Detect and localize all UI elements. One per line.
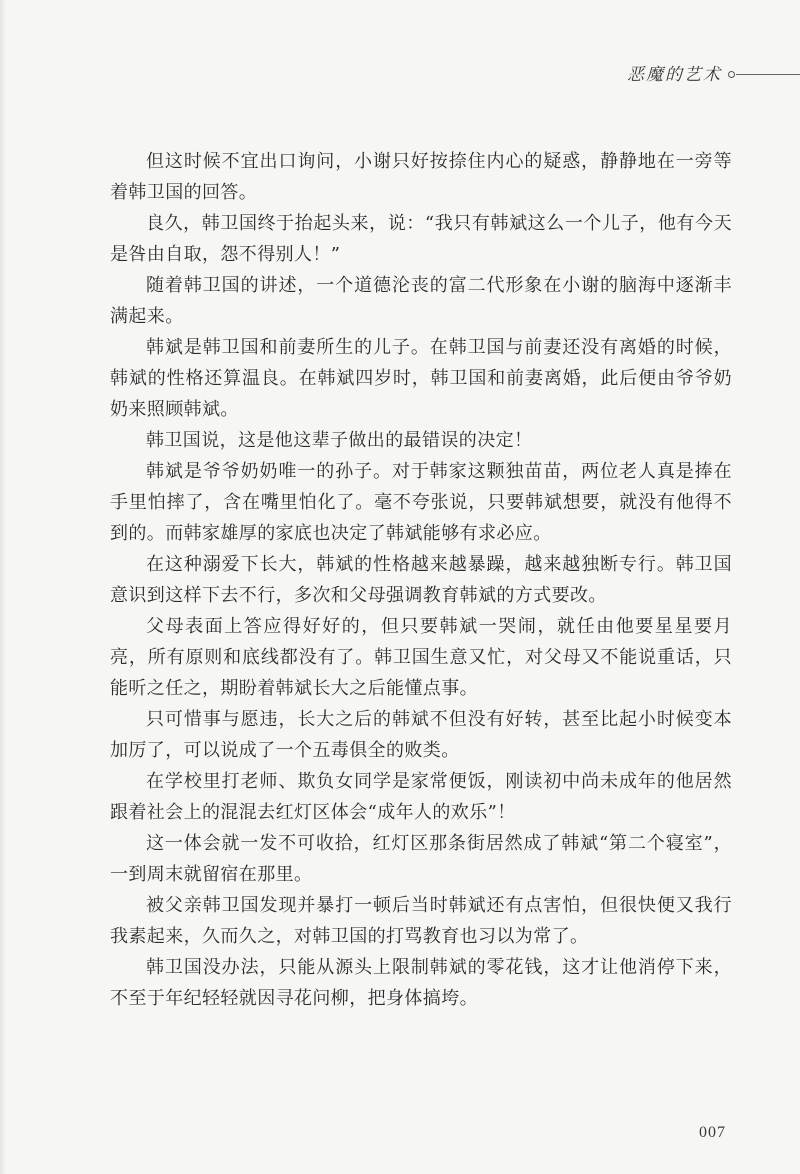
header-ornament-icon bbox=[728, 70, 800, 80]
page-binding-edge bbox=[0, 0, 6, 1174]
body-text bbox=[110, 146, 732, 1014]
ring-icon bbox=[728, 71, 735, 78]
book-title: 恶魔的艺术 bbox=[627, 65, 722, 85]
paragraph: 韩斌是爷爷奶奶唯一的孙子。对于韩家这颗独苗苗，两位老人真是捧在手里怕摔了，含在嘴里怕化了。毫不夸张说，只要韩斌想要，就没有他得不到的。而韩家雄厚的家底也决定了韩斌能够有求必应。 bbox=[110, 461, 732, 544]
paragraph: 父母表面上答应得好好的，但只要韩斌一哭闹，就任由他要星星要月亮，所有原则和底线都没有了。韩卫国生意又忙，对父母又不能说重话，只能听之任之，期盼着韩斌长大之后能懂点事。 bbox=[110, 616, 732, 699]
paragraph: 韩卫国说，这是他这辈子做出的最错误的决定！ bbox=[146, 430, 533, 451]
paragraph: 在学校里打老师、欺负女同学是家常便饭，刚读初中尚未成年的他居然跟着社会上的混混去红灯区体会“成年人的欢乐”！ bbox=[110, 771, 732, 823]
paragraph: 被父亲韩卫国发现并暴打一顿后当时韩斌还有点害怕，但很快便又我行我素起来，久而久之，对韩卫国的打骂教育也习以为常了。 bbox=[110, 895, 732, 947]
page-number: 007 bbox=[699, 1124, 726, 1141]
header-rule bbox=[736, 74, 800, 75]
running-header bbox=[0, 62, 800, 88]
paragraph: 在这种溺爱下长大，韩斌的性格越来越暴躁，越来越独断专行。韩卫国意识到这样下去不行，多次和父母强调教育韩斌的方式要改。 bbox=[110, 554, 732, 606]
paragraph: 良久，韩卫国终于抬起头来，说：“我只有韩斌这么一个儿子，他有今天是咎由自取，怨不得别人！” bbox=[110, 213, 732, 265]
paragraph: 这一体会就一发不可收拾，红灯区那条街居然成了韩斌“第二个寝室”，一到周末就留宿在那里。 bbox=[110, 833, 732, 885]
paragraph: 随着韩卫国的讲述，一个道德沦丧的富二代形象在小谢的脑海中逐渐丰满起来。 bbox=[110, 275, 732, 327]
paragraph: 只可惜事与愿违，长大之后的韩斌不但没有好转，甚至比起小时候变本加厉了，可以说成了一个五毒俱全的败类。 bbox=[110, 709, 732, 761]
paragraph: 韩斌是韩卫国和前妻所生的儿子。在韩卫国与前妻还没有离婚的时候，韩斌的性格还算温良。在韩斌四岁时，韩卫国和前妻离婚，此后便由爷爷奶奶来照顾韩斌。 bbox=[110, 337, 732, 420]
paragraph: 韩卫国没办法，只能从源头上限制韩斌的零花钱，这才让他消停下来，不至于年纪轻轻就因寻花问柳，把身体搞垮。 bbox=[110, 957, 732, 1009]
paragraph: 但这时候不宜出口询问，小谢只好按捺住内心的疑惑，静静地在一旁等着韩卫国的回答。 bbox=[110, 151, 732, 203]
